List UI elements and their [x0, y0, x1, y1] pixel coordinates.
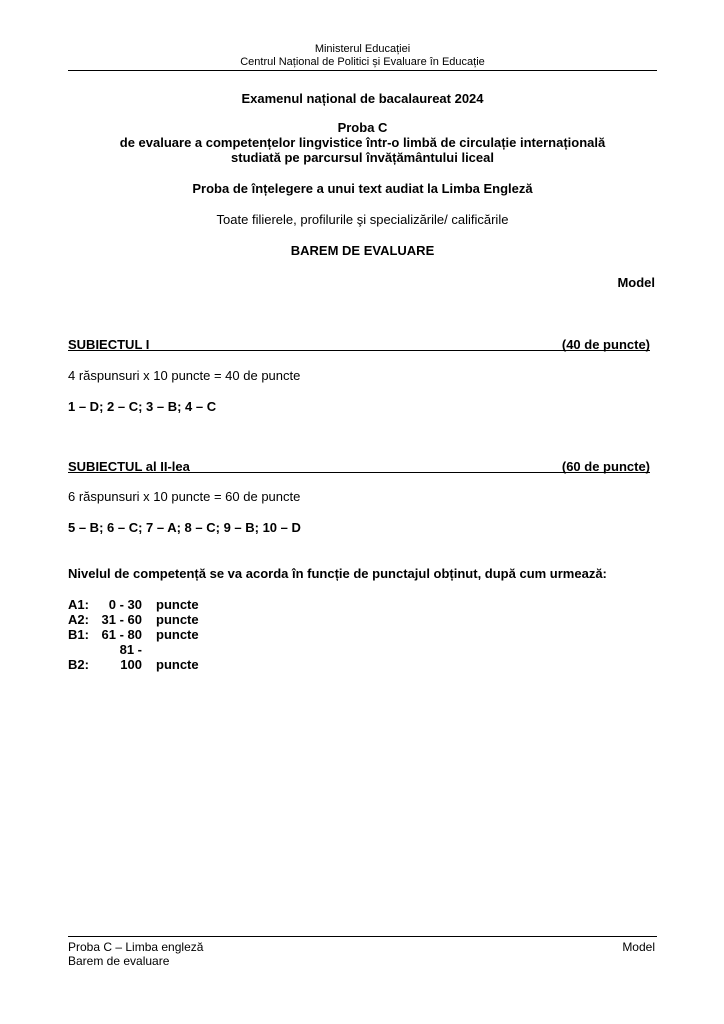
subject-1-formula: 4 răspunsuri x 10 puncte = 40 de puncte: [68, 368, 301, 383]
level-range: 81 - 100: [119, 642, 142, 672]
header-rule: [68, 70, 657, 71]
subject-1-heading: [68, 337, 650, 352]
level-unit: puncte: [156, 657, 199, 672]
level-range: 0 - 30: [108, 597, 142, 612]
proba-description-1: de evaluare a competențelor lingvistice într-o limbă de circulație internațională: [119, 135, 606, 150]
subject-1-rule: [68, 350, 650, 351]
level-row: [68, 642, 199, 672]
subject-2-answers: 5 – B; 6 – C; 7 – A; 8 – C; 9 – B; 10 – D: [68, 520, 301, 535]
header-center: Centrul Național de Politici și Evaluare în Educație: [240, 56, 485, 68]
model-label: Model: [617, 275, 655, 290]
subject-2-points: (60 de puncte): [561, 459, 650, 474]
subject-1-points: (40 de puncte): [561, 337, 650, 352]
subject-2-name: SUBIECTUL al II-lea: [68, 459, 190, 474]
footer-subject: Proba C – Limba engleză: [68, 940, 204, 954]
subject-1-name: SUBIECTUL I: [68, 337, 150, 352]
level-range: 61 - 80: [101, 627, 142, 642]
subject-2-rule: [68, 472, 650, 473]
subject-2-heading: [68, 459, 650, 474]
subject-1-answers: 1 – D; 2 – C; 3 – B; 4 – C: [68, 399, 217, 414]
subject-2-formula: 6 răspunsuri x 10 puncte = 60 de puncte: [68, 489, 301, 504]
level-unit: puncte: [156, 627, 199, 642]
level-row: [68, 627, 199, 642]
footer-model: Model: [622, 940, 655, 954]
proba-description-2: studiată pe parcursul învățământului liceal: [231, 150, 494, 165]
footer-barem: Barem de evaluare: [68, 954, 170, 968]
level-unit: puncte: [156, 597, 199, 612]
level-code: B1:: [68, 627, 89, 642]
level-unit: puncte: [156, 612, 199, 627]
exam-title: Examenul național de bacalaureat 2024: [241, 91, 484, 106]
barem-title: BAREM DE EVALUARE: [290, 243, 435, 258]
level-code: B2:: [68, 657, 89, 672]
test-title: Proba de înțelegere a unui text audiat la Limba Engleză: [192, 181, 533, 196]
header-ministry: Ministerul Educației: [314, 43, 411, 55]
level-row: [68, 597, 199, 612]
profiles-line: Toate filierele, profilurile şi specializările/ calificările: [216, 212, 509, 227]
levels-intro: Nivelul de competență se va acorda în funcție de punctajul obținut, după cum urmează:: [68, 566, 607, 581]
level-row: [68, 612, 199, 627]
proba-title: Proba C: [337, 120, 388, 135]
footer-rule: [68, 936, 657, 937]
level-code: A1:: [68, 597, 89, 612]
level-code: A2:: [68, 612, 89, 627]
level-range: 31 - 60: [101, 612, 142, 627]
